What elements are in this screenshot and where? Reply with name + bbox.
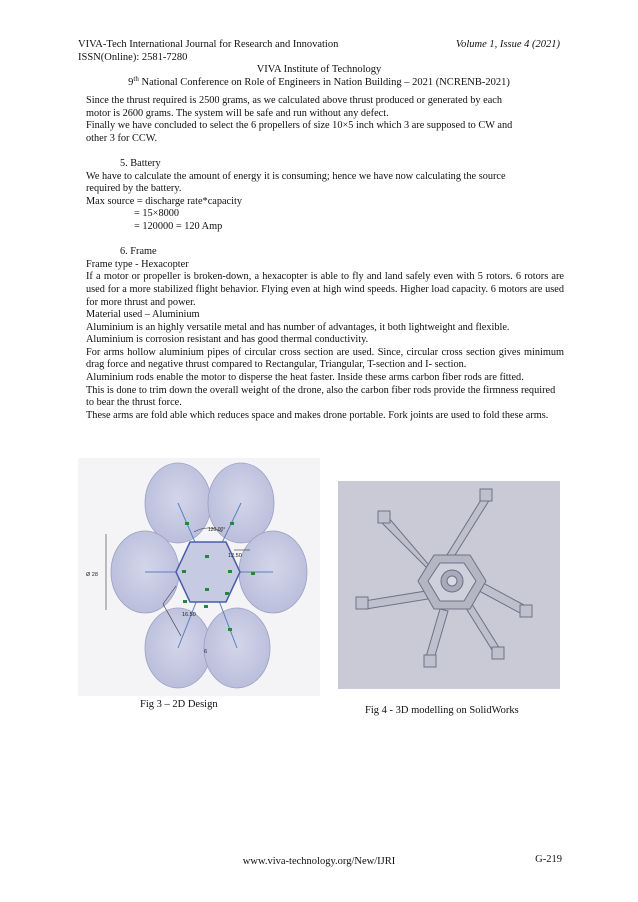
frame-para-4: For arms hollow aluminium pipes of circular cross section are used. Since, circular cross section gives minimum drag force and negative thrust compared to Rectangular, Triangular, T-section and I- section. <box>86 346 564 371</box>
battery-text-1: We have to calculate the amount of energy it is consuming; hence we have now calculating the source <box>86 170 506 182</box>
volume-issue: Volume 1, Issue 4 (2021) <box>455 39 560 50</box>
2d-design-drawing <box>78 458 320 696</box>
article-body <box>86 95 564 422</box>
frame-material: Material used – Aluminium <box>86 309 200 321</box>
section-battery-title: 5. Battery <box>120 157 161 169</box>
page-number: G-219 <box>535 854 562 865</box>
dim-diameter: Ø 28 <box>86 572 98 578</box>
frame-para-7: These arms are fold able which reduces space and makes drone portable. Fork joints are used to fold these arms. <box>86 409 549 421</box>
para-thrust-2: motor is 2600 grams. The system will be safe and run without any defect. <box>86 107 389 119</box>
frame-para-6: This is done to trim down the overall weight of the drone, also the carbon fiber rods provide the firmness required to bear the thrust force. <box>86 384 556 409</box>
para-propellers-2: other 3 for CCW. <box>86 132 158 144</box>
dim-arm-length: 16.50 <box>182 612 196 618</box>
frame-para-1: If a motor or propeller is broken-down, a hexacopter is able to fly and land safely even with 5 rotors. 6 rotors are used for a more stabilized flight behavior. Flying even at high wind speeds. Higher load capacity. 6 motors are used for more thrust and power. <box>86 271 564 308</box>
battery-formula-2: = 15×8000 <box>134 208 180 220</box>
dim-angle: 120.00° <box>208 527 226 533</box>
dim-arm-width: 12.50 <box>228 553 242 559</box>
conference-name: 9th National Conference on Role of Engineers in Nation Building – 2021 (NCRENB-2021) <box>128 75 510 88</box>
para-thrust-1: Since the thrust required is 2500 grams, as we calculated above thrust produced or generated by each <box>86 95 503 106</box>
section-frame-title: 6. Frame <box>120 246 157 258</box>
frame-para-5: Aluminium rods enable the motor to disperse the heat faster. Inside these arms carbon fiber rods are fitted. <box>86 372 524 384</box>
fig3-caption: Fig 3 – 2D Design <box>140 699 218 710</box>
battery-formula-3: = 120000 = 120 Amp <box>134 220 223 232</box>
battery-formula-1: Max source = discharge rate*capacity <box>86 195 242 207</box>
frame-para-2: Aluminium is an highly versatile metal and has number of advantages, it both lightweight and flexible. <box>86 321 510 333</box>
dim-small: 6 <box>204 649 208 655</box>
journal-name: VIVA-Tech International Journal for Research and Innovation <box>78 39 339 50</box>
institute-name: VIVA Institute of Technology <box>256 64 382 75</box>
battery-text-2: required by the battery. <box>86 183 182 195</box>
3d-model-drawing <box>338 481 560 689</box>
issn: ISSN(Online): 2581-7280 <box>78 52 188 63</box>
frame-type: Frame type - Hexacopter <box>86 258 189 270</box>
figure-2d-design <box>78 458 320 696</box>
frame-para-3: Aluminium is corrosion resistant and has good thermal conductivity. <box>86 334 369 346</box>
fig4-caption: Fig 4 - 3D modelling on SolidWorks <box>365 705 519 716</box>
figure-3d-model <box>338 481 560 689</box>
footer-url: www.viva-technology.org/New/IJRI <box>242 856 396 867</box>
para-propellers-1: Finally we have concluded to select the 6 propellers of size 10×5 inch which 3 are supposed to CW and <box>86 120 513 132</box>
